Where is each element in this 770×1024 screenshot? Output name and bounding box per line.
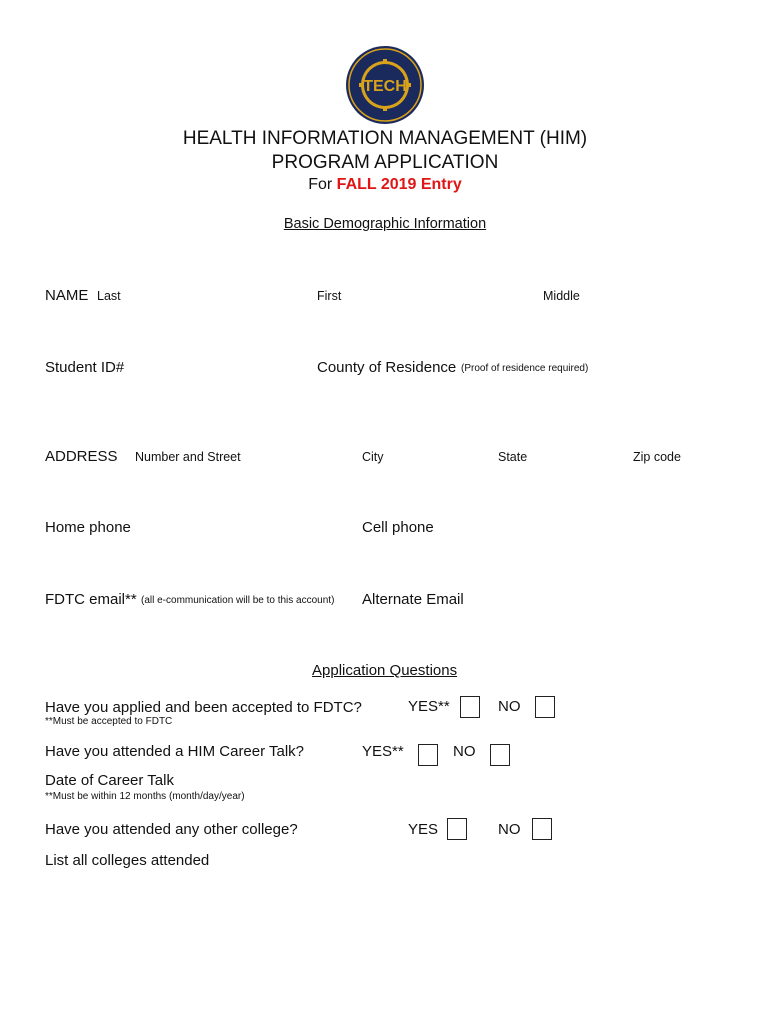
q1-yes-checkbox[interactable] [460,696,480,718]
name-middle-label: Middle [543,289,580,303]
q2-yes-label: YES** [362,743,404,760]
entry-term [0,176,770,194]
address-label: ADDRESS [45,448,118,465]
entry-highlight: FALL 2019 Entry [336,176,462,193]
address-city-label: City [362,450,384,464]
logo-text: TECH [363,78,407,95]
student-id-label: Student ID# [45,359,125,376]
address-zip-label: Zip code [633,450,681,464]
list-colleges-label: List all colleges attended [45,852,210,869]
name-last-label: Last [97,289,121,303]
q2-no-label: NO [453,743,476,760]
q3-text: Have you attended any other college? [45,821,298,838]
address-street-label: Number and Street [135,450,241,464]
alternate-email-label: Alternate Email [362,591,464,608]
address-state-label: State [498,450,528,464]
q2-text: Have you attended a HIM Career Talk? [45,743,305,760]
fdtc-email-label: FDTC email** [45,591,137,608]
home-phone-label: Home phone [45,519,131,536]
q2-yes-checkbox[interactable] [418,744,438,766]
date-career-talk-note: **Must be within 12 months (month/day/year) [45,791,245,802]
county-label: County of Residence [317,359,457,376]
q3-no-label: NO [498,821,521,838]
q1-text: Have you applied and been accepted to FDTC? [45,699,362,716]
fdtc-email-note: (all e-communication will be to this account) [141,595,335,606]
q3-yes-checkbox[interactable] [447,818,467,840]
form-title-line1: HEALTH INFORMATION MANAGEMENT (HIM) [182,128,588,149]
county-note: (Proof of residence required) [461,363,589,374]
college-seal-logo [345,45,425,125]
section-application-questions: Application Questions [312,662,458,679]
cell-phone-label: Cell phone [362,519,434,536]
q1-no-label: NO [498,698,521,715]
form-title-line2: PROGRAM APPLICATION [271,152,499,173]
date-career-talk-label: Date of Career Talk [45,772,174,789]
q3-yes-label: YES [408,821,439,838]
entry-prefix: For [308,176,333,193]
name-first-label: First [317,289,342,303]
q1-yes-label: YES** [408,698,450,715]
name-label: NAME [45,287,89,304]
section-basic-demographic: Basic Demographic Information [283,216,487,232]
q3-no-checkbox[interactable] [532,818,552,840]
q1-note: **Must be accepted to FDTC [45,716,173,727]
q2-no-checkbox[interactable] [490,744,510,766]
q1-no-checkbox[interactable] [535,696,555,718]
